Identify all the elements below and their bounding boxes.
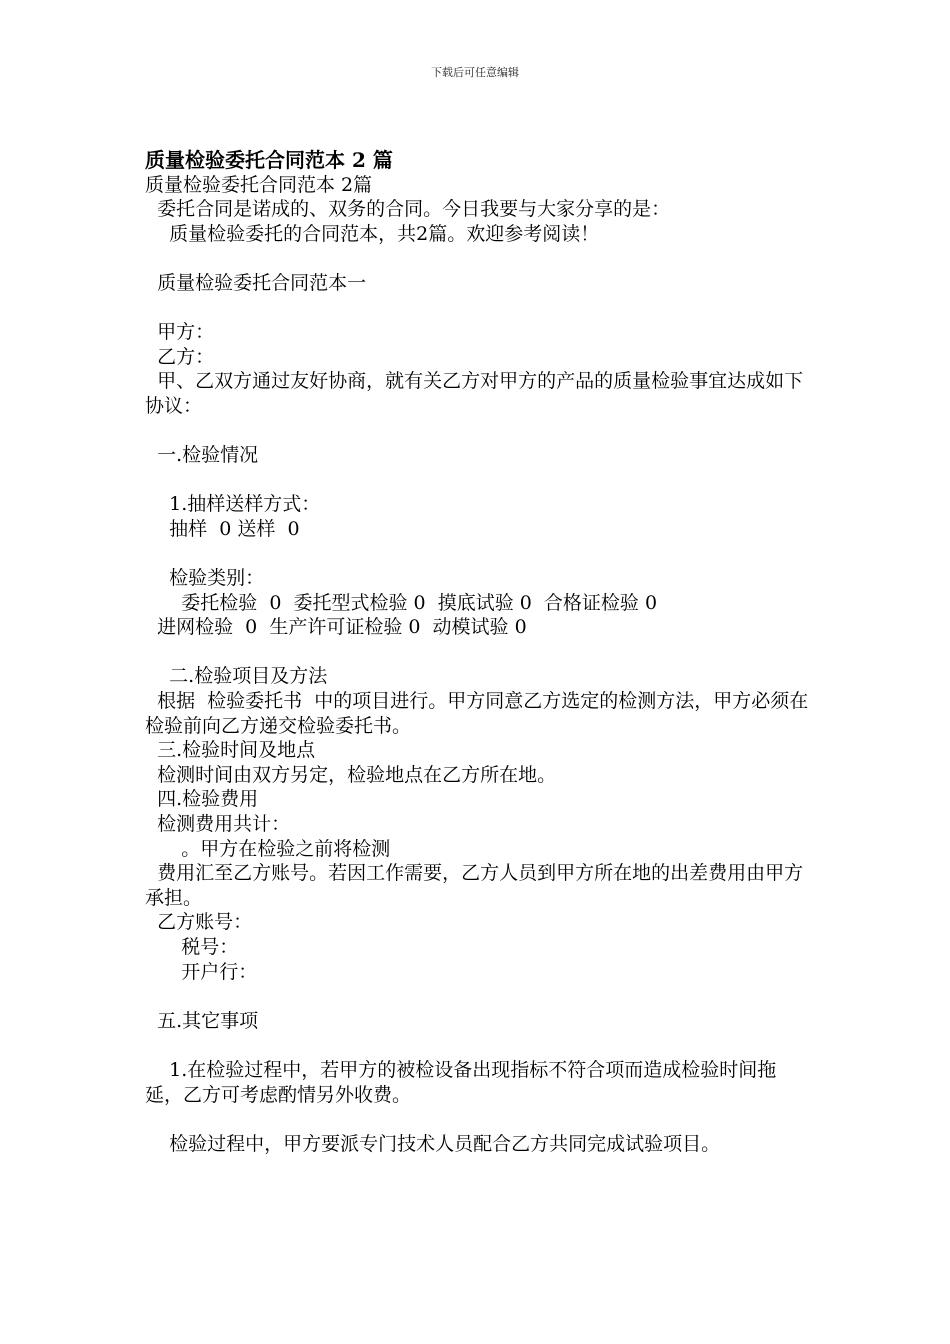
blank-line	[145, 246, 810, 271]
fee-total-line: 检测费用共计：	[145, 813, 291, 836]
blank-line	[145, 542, 810, 567]
section-4-heading: 四.检验费用	[145, 788, 259, 811]
section-5-item-1: 1.在检验过程中，若甲方的被检设备出现指标不符合项而造成检验时间拖延，乙方可考虑酌情另外收费。	[145, 1058, 777, 1106]
sampling-method-options: 抽样 0 送样 0	[145, 517, 300, 540]
blank-line	[145, 1033, 810, 1058]
party-a-line: 甲方：	[145, 321, 215, 344]
bank-line: 开户行：	[145, 960, 258, 983]
section-5-item-2: 检验过程中，甲方要派专门技术人员配合乙方共同完成试验项目。	[145, 1132, 721, 1155]
section-2-heading: 二.检验项目及方法	[145, 665, 328, 688]
blank-line	[145, 296, 810, 321]
blank-line	[145, 640, 810, 665]
intro-paragraph-2: 质量检验委托的合同范本，共2篇。欢迎参考阅读！	[145, 222, 600, 245]
document-body	[145, 148, 810, 1156]
inspection-category-label: 检验类别：	[145, 567, 265, 590]
document-subtitle: 质量检验委托合同范本 2篇	[145, 173, 373, 196]
blank-line	[145, 468, 810, 493]
tax-number-line: 税号：	[145, 936, 239, 958]
account-line: 乙方账号：	[145, 911, 253, 934]
blank-line	[145, 1107, 810, 1132]
section-title: 质量检验委托合同范本一	[145, 271, 367, 294]
sampling-method-label: 1.抽样送样方式：	[145, 493, 321, 516]
blank-line	[145, 984, 810, 1009]
intro-paragraph-1: 委托合同是诺成的、双务的合同。今日我要与大家分享的是：	[145, 198, 671, 221]
document-title: 质量检验委托合同范本 2 篇	[145, 148, 393, 172]
section-3-paragraph: 检测时间由双方另定，检验地点在乙方所在地。	[145, 763, 557, 786]
blank-line	[145, 419, 810, 444]
section-2-paragraph: 根据 检验委托书 中的项目进行。甲方同意乙方选定的检测方法，甲方必须在检验前向乙方递交检验委托书。	[145, 690, 809, 737]
party-b-line: 乙方：	[145, 345, 215, 368]
fee-remit-line: 。甲方在检验之前将检测	[145, 837, 391, 860]
agreement-paragraph: 甲、乙双方通过友好协商，就有关乙方对甲方的产品的质量检验事宜达成如下协议：	[145, 370, 804, 417]
inspection-category-line-1: 委托检验 0 委托型式检验 0 摸底试验 0 合格证检验 0	[145, 591, 658, 614]
section-1-heading: 一.检验情况	[145, 444, 259, 467]
section-5-heading: 五.其它事项	[145, 1009, 259, 1032]
section-4-paragraph: 费用汇至乙方账号。若因工作需要，乙方人员到甲方所在地的出差费用由甲方承担。	[145, 862, 804, 909]
page-header-note: 下载后可任意编辑	[431, 66, 519, 79]
inspection-category-line-2: 进网检验 0 生产许可证检验 0 动模试验 0	[145, 616, 527, 639]
section-3-heading: 三.检验时间及地点	[145, 739, 316, 762]
